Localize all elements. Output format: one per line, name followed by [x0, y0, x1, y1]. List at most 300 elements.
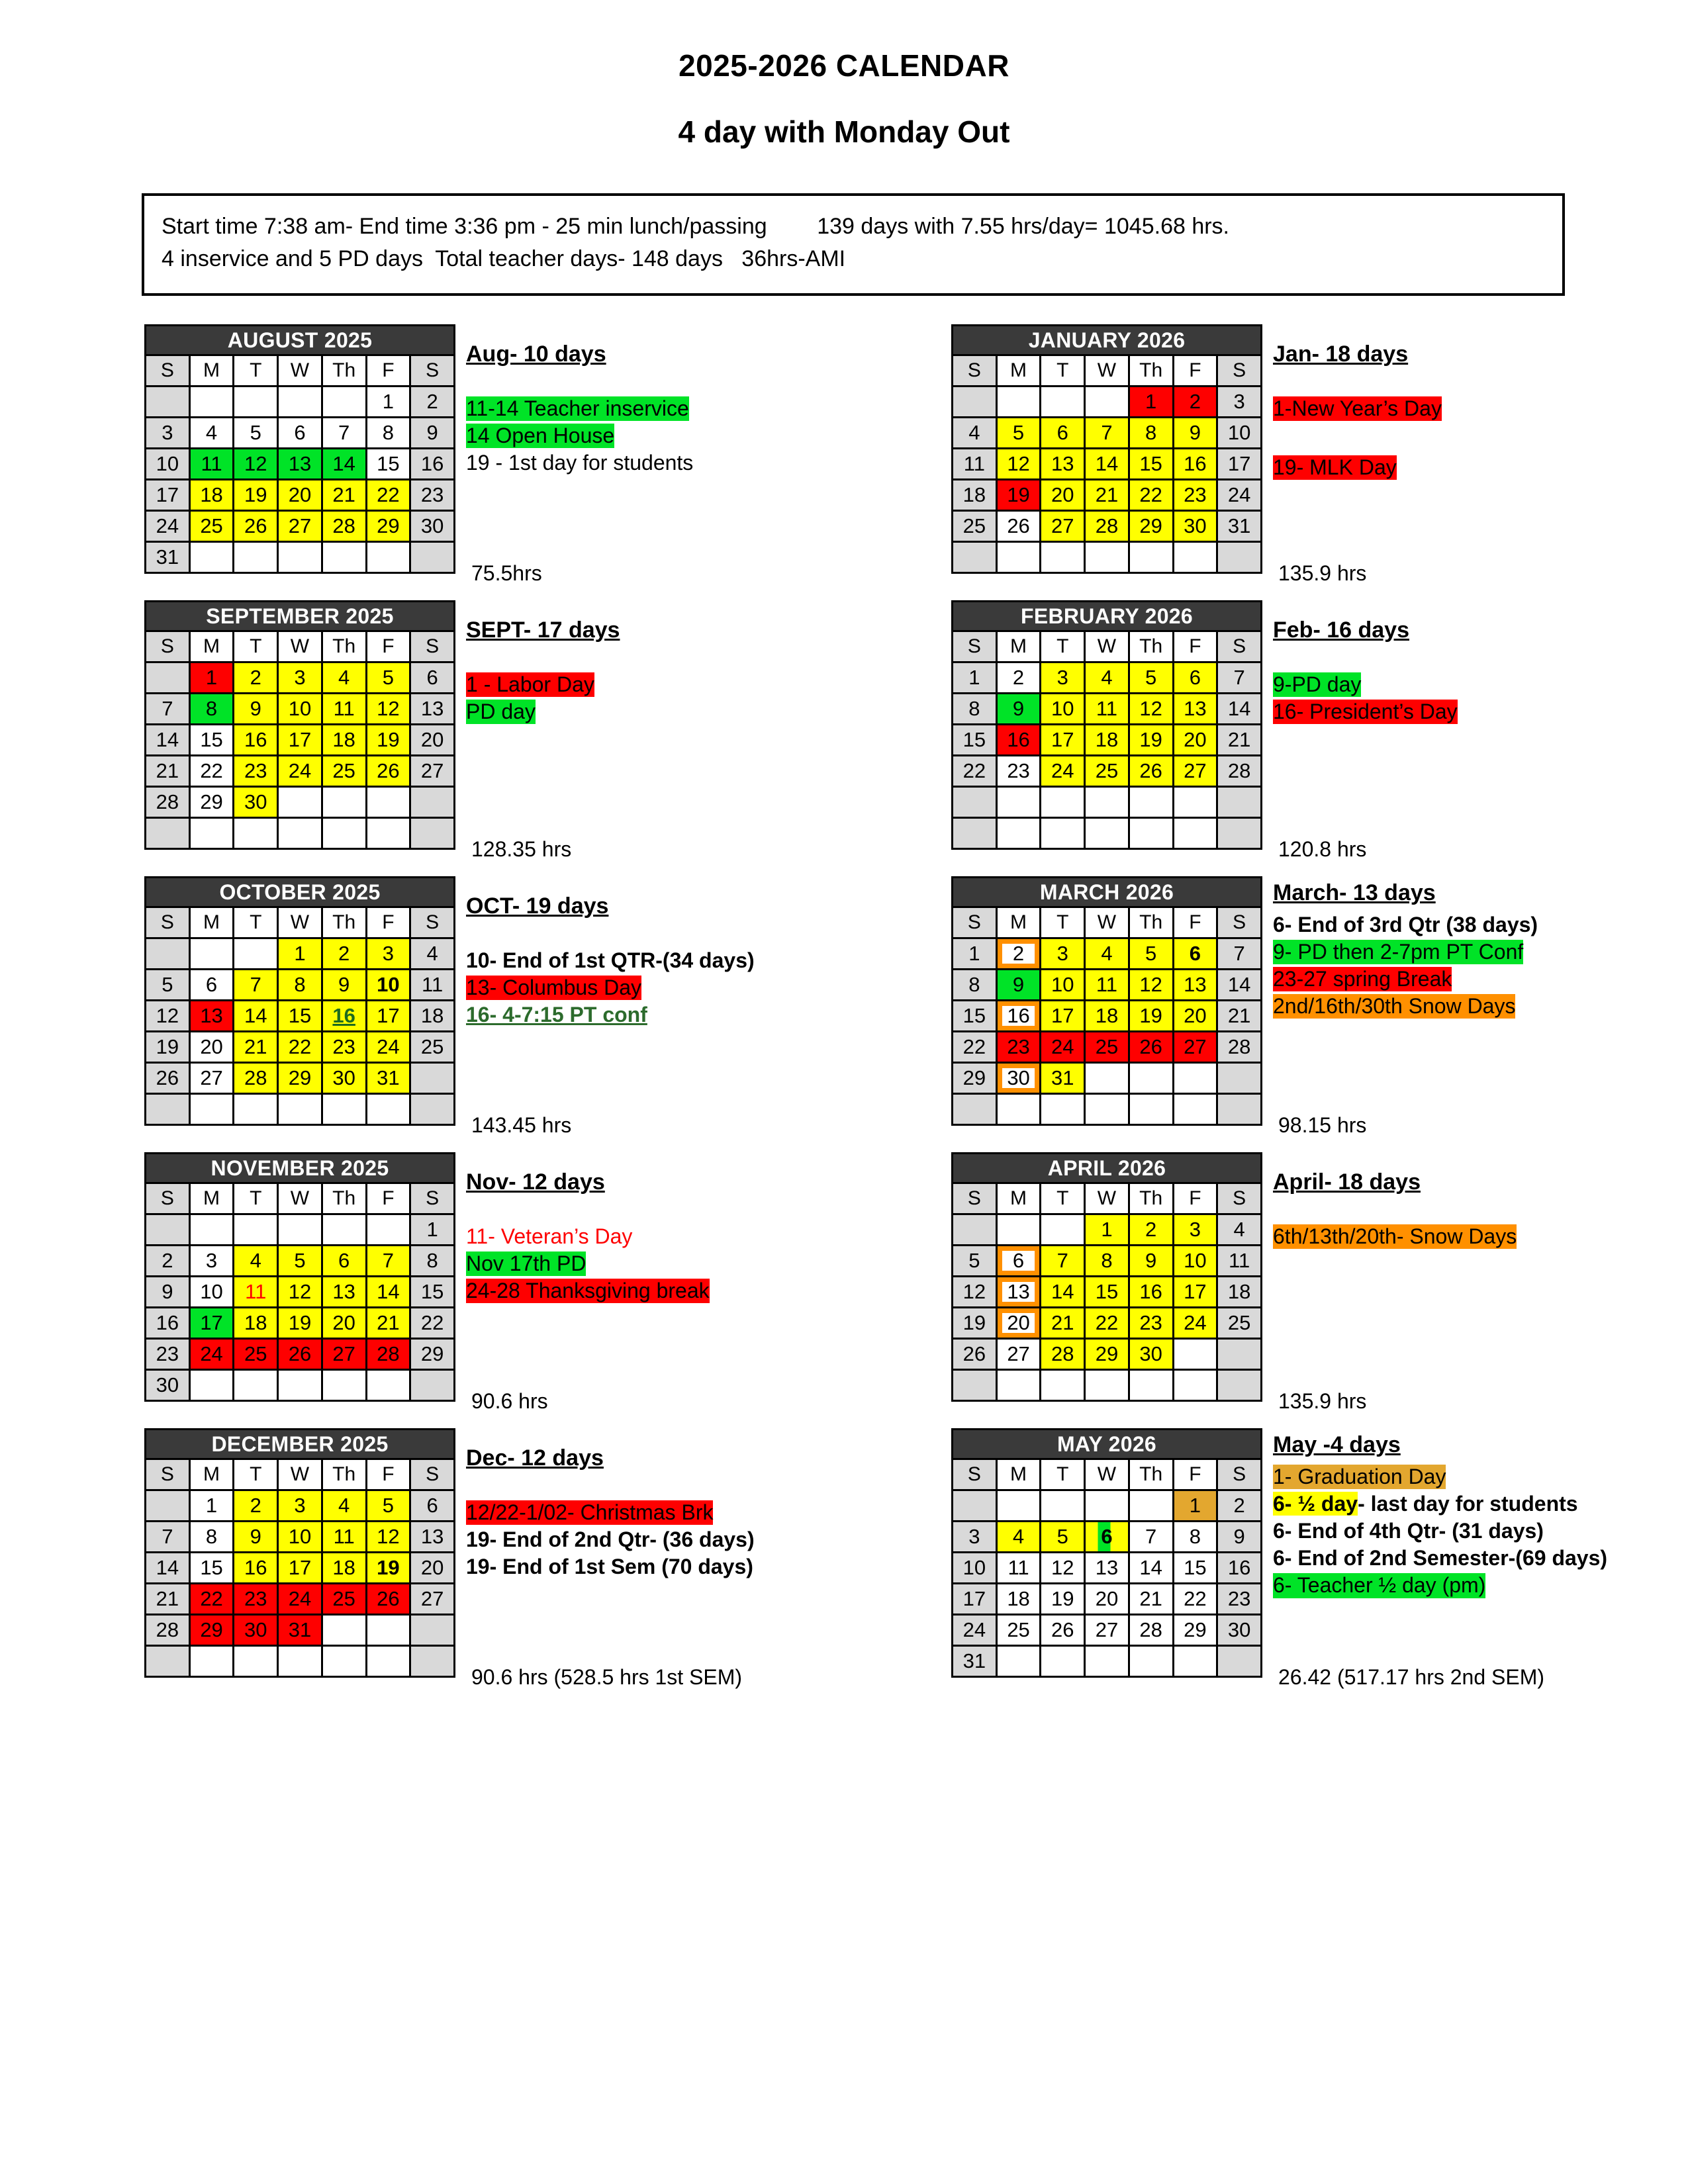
day-cell-october-23[interactable]: 23	[322, 1032, 366, 1063]
day-cell-january-25[interactable]: 25	[953, 511, 997, 542]
day-cell-october-25[interactable]: 25	[410, 1032, 455, 1063]
day-cell-february-18[interactable]: 18	[1085, 725, 1129, 756]
day-cell-december-18[interactable]: 18	[322, 1553, 366, 1584]
day-cell-february-16[interactable]: 16	[996, 725, 1041, 756]
day-cell-september-15[interactable]: 15	[189, 725, 234, 756]
day-cell-may-24[interactable]: 24	[953, 1615, 997, 1646]
day-cell-may-25[interactable]: 25	[996, 1615, 1041, 1646]
day-cell-march-20[interactable]: 20	[1173, 1001, 1217, 1032]
day-cell-august-18[interactable]: 18	[189, 480, 234, 511]
day-cell-january-10[interactable]: 10	[1217, 418, 1262, 449]
day-cell-september-12[interactable]: 12	[366, 694, 410, 725]
day-cell-august-30[interactable]: 30	[410, 511, 455, 542]
day-cell-february-19[interactable]: 19	[1129, 725, 1173, 756]
day-cell-december-14[interactable]: 14	[146, 1553, 190, 1584]
day-cell-december-13[interactable]: 13	[410, 1522, 455, 1553]
day-cell-january-9[interactable]: 9	[1173, 418, 1217, 449]
day-cell-november-8[interactable]: 8	[410, 1246, 455, 1277]
day-cell-may-10[interactable]: 10	[953, 1553, 997, 1584]
day-cell-may-17[interactable]: 17	[953, 1584, 997, 1615]
day-cell-october-29[interactable]: 29	[278, 1063, 322, 1094]
day-cell-january-18[interactable]: 18	[953, 480, 997, 511]
day-cell-october-13[interactable]: 13	[189, 1001, 234, 1032]
day-cell-september-8[interactable]: 8	[189, 694, 234, 725]
day-cell-february-27[interactable]: 27	[1173, 756, 1217, 787]
day-cell-september-19[interactable]: 19	[366, 725, 410, 756]
day-cell-december-17[interactable]: 17	[278, 1553, 322, 1584]
day-cell-october-14[interactable]: 14	[234, 1001, 278, 1032]
day-cell-april-24[interactable]: 24	[1173, 1308, 1217, 1339]
day-cell-november-15[interactable]: 15	[410, 1277, 455, 1308]
day-cell-february-10[interactable]: 10	[1041, 694, 1085, 725]
day-cell-may-23[interactable]: 23	[1217, 1584, 1262, 1615]
day-cell-august-10[interactable]: 10	[146, 449, 190, 480]
day-cell-april-22[interactable]: 22	[1085, 1308, 1129, 1339]
day-cell-february-11[interactable]: 11	[1085, 694, 1129, 725]
day-cell-april-9[interactable]: 9	[1129, 1246, 1173, 1277]
day-cell-september-14[interactable]: 14	[146, 725, 190, 756]
day-cell-december-31[interactable]: 31	[278, 1615, 322, 1646]
day-cell-september-4[interactable]: 4	[322, 662, 366, 694]
day-cell-november-1[interactable]: 1	[410, 1214, 455, 1246]
day-cell-march-14[interactable]: 14	[1217, 970, 1262, 1001]
day-cell-may-22[interactable]: 22	[1173, 1584, 1217, 1615]
day-cell-march-30[interactable]: 30	[996, 1063, 1041, 1094]
day-cell-march-31[interactable]: 31	[1041, 1063, 1085, 1094]
day-cell-october-18[interactable]: 18	[410, 1001, 455, 1032]
day-cell-march-6[interactable]: 6	[1173, 938, 1217, 970]
day-cell-january-8[interactable]: 8	[1129, 418, 1173, 449]
day-cell-august-28[interactable]: 28	[322, 511, 366, 542]
day-cell-october-12[interactable]: 12	[146, 1001, 190, 1032]
day-cell-october-26[interactable]: 26	[146, 1063, 190, 1094]
day-cell-october-1[interactable]: 1	[278, 938, 322, 970]
day-cell-april-19[interactable]: 19	[953, 1308, 997, 1339]
day-cell-march-23[interactable]: 23	[996, 1032, 1041, 1063]
day-cell-october-19[interactable]: 19	[146, 1032, 190, 1063]
day-cell-february-21[interactable]: 21	[1217, 725, 1262, 756]
day-cell-november-20[interactable]: 20	[322, 1308, 366, 1339]
day-cell-february-5[interactable]: 5	[1129, 662, 1173, 694]
day-cell-may-6[interactable]: 6	[1085, 1522, 1129, 1553]
day-cell-may-29[interactable]: 29	[1173, 1615, 1217, 1646]
day-cell-august-26[interactable]: 26	[234, 511, 278, 542]
day-cell-august-25[interactable]: 25	[189, 511, 234, 542]
day-cell-august-15[interactable]: 15	[366, 449, 410, 480]
day-cell-august-21[interactable]: 21	[322, 480, 366, 511]
day-cell-february-20[interactable]: 20	[1173, 725, 1217, 756]
day-cell-april-26[interactable]: 26	[953, 1339, 997, 1370]
day-cell-august-16[interactable]: 16	[410, 449, 455, 480]
day-cell-october-4[interactable]: 4	[410, 938, 455, 970]
day-cell-february-23[interactable]: 23	[996, 756, 1041, 787]
day-cell-november-13[interactable]: 13	[322, 1277, 366, 1308]
day-cell-january-13[interactable]: 13	[1041, 449, 1085, 480]
day-cell-may-20[interactable]: 20	[1085, 1584, 1129, 1615]
day-cell-october-28[interactable]: 28	[234, 1063, 278, 1094]
day-cell-january-2[interactable]: 2	[1173, 387, 1217, 418]
day-cell-october-15[interactable]: 15	[278, 1001, 322, 1032]
day-cell-april-1[interactable]: 1	[1085, 1214, 1129, 1246]
day-cell-february-2[interactable]: 2	[996, 662, 1041, 694]
day-cell-march-11[interactable]: 11	[1085, 970, 1129, 1001]
day-cell-november-7[interactable]: 7	[366, 1246, 410, 1277]
day-cell-august-20[interactable]: 20	[278, 480, 322, 511]
day-cell-january-19[interactable]: 19	[996, 480, 1041, 511]
day-cell-march-24[interactable]: 24	[1041, 1032, 1085, 1063]
day-cell-january-15[interactable]: 15	[1129, 449, 1173, 480]
day-cell-november-26[interactable]: 26	[278, 1339, 322, 1370]
day-cell-march-22[interactable]: 22	[953, 1032, 997, 1063]
day-cell-february-28[interactable]: 28	[1217, 756, 1262, 787]
day-cell-august-4[interactable]: 4	[189, 418, 234, 449]
day-cell-august-13[interactable]: 13	[278, 449, 322, 480]
day-cell-november-17[interactable]: 17	[189, 1308, 234, 1339]
day-cell-january-17[interactable]: 17	[1217, 449, 1262, 480]
day-cell-november-30[interactable]: 30	[146, 1370, 190, 1401]
day-cell-september-30[interactable]: 30	[234, 787, 278, 818]
day-cell-january-26[interactable]: 26	[996, 511, 1041, 542]
day-cell-august-29[interactable]: 29	[366, 511, 410, 542]
day-cell-august-31[interactable]: 31	[146, 542, 190, 573]
day-cell-august-3[interactable]: 3	[146, 418, 190, 449]
day-cell-september-27[interactable]: 27	[410, 756, 455, 787]
day-cell-february-13[interactable]: 13	[1173, 694, 1217, 725]
day-cell-january-11[interactable]: 11	[953, 449, 997, 480]
day-cell-february-8[interactable]: 8	[953, 694, 997, 725]
day-cell-march-27[interactable]: 27	[1173, 1032, 1217, 1063]
day-cell-september-3[interactable]: 3	[278, 662, 322, 694]
day-cell-august-9[interactable]: 9	[410, 418, 455, 449]
day-cell-april-4[interactable]: 4	[1217, 1214, 1262, 1246]
day-cell-september-23[interactable]: 23	[234, 756, 278, 787]
day-cell-april-20[interactable]: 20	[996, 1308, 1041, 1339]
day-cell-april-12[interactable]: 12	[953, 1277, 997, 1308]
day-cell-april-27[interactable]: 27	[996, 1339, 1041, 1370]
day-cell-january-20[interactable]: 20	[1041, 480, 1085, 511]
day-cell-march-3[interactable]: 3	[1041, 938, 1085, 970]
day-cell-december-28[interactable]: 28	[146, 1615, 190, 1646]
day-cell-december-12[interactable]: 12	[366, 1522, 410, 1553]
day-cell-january-24[interactable]: 24	[1217, 480, 1262, 511]
day-cell-april-14[interactable]: 14	[1041, 1277, 1085, 1308]
day-cell-november-28[interactable]: 28	[366, 1339, 410, 1370]
day-cell-may-9[interactable]: 9	[1217, 1522, 1262, 1553]
day-cell-may-1[interactable]: 1	[1173, 1490, 1217, 1522]
day-cell-may-28[interactable]: 28	[1129, 1615, 1173, 1646]
day-cell-october-27[interactable]: 27	[189, 1063, 234, 1094]
day-cell-september-25[interactable]: 25	[322, 756, 366, 787]
day-cell-march-13[interactable]: 13	[1173, 970, 1217, 1001]
day-cell-may-31[interactable]: 31	[953, 1646, 997, 1677]
day-cell-may-2[interactable]: 2	[1217, 1490, 1262, 1522]
day-cell-april-23[interactable]: 23	[1129, 1308, 1173, 1339]
day-cell-october-8[interactable]: 8	[278, 970, 322, 1001]
day-cell-october-16[interactable]: 16	[322, 1001, 366, 1032]
day-cell-september-1[interactable]: 1	[189, 662, 234, 694]
day-cell-march-21[interactable]: 21	[1217, 1001, 1262, 1032]
day-cell-december-22[interactable]: 22	[189, 1584, 234, 1615]
day-cell-february-15[interactable]: 15	[953, 725, 997, 756]
day-cell-april-16[interactable]: 16	[1129, 1277, 1173, 1308]
day-cell-november-22[interactable]: 22	[410, 1308, 455, 1339]
day-cell-august-27[interactable]: 27	[278, 511, 322, 542]
day-cell-december-8[interactable]: 8	[189, 1522, 234, 1553]
day-cell-march-1[interactable]: 1	[953, 938, 997, 970]
day-cell-october-6[interactable]: 6	[189, 970, 234, 1001]
day-cell-october-24[interactable]: 24	[366, 1032, 410, 1063]
day-cell-march-4[interactable]: 4	[1085, 938, 1129, 970]
day-cell-january-7[interactable]: 7	[1085, 418, 1129, 449]
day-cell-december-3[interactable]: 3	[278, 1490, 322, 1522]
day-cell-august-14[interactable]: 14	[322, 449, 366, 480]
day-cell-january-5[interactable]: 5	[996, 418, 1041, 449]
day-cell-march-16[interactable]: 16	[996, 1001, 1041, 1032]
day-cell-october-11[interactable]: 11	[410, 970, 455, 1001]
day-cell-february-3[interactable]: 3	[1041, 662, 1085, 694]
day-cell-may-4[interactable]: 4	[996, 1522, 1041, 1553]
day-cell-february-22[interactable]: 22	[953, 756, 997, 787]
day-cell-september-9[interactable]: 9	[234, 694, 278, 725]
day-cell-january-27[interactable]: 27	[1041, 511, 1085, 542]
day-cell-august-6[interactable]: 6	[278, 418, 322, 449]
day-cell-january-1[interactable]: 1	[1129, 387, 1173, 418]
day-cell-september-20[interactable]: 20	[410, 725, 455, 756]
day-cell-november-27[interactable]: 27	[322, 1339, 366, 1370]
day-cell-october-22[interactable]: 22	[278, 1032, 322, 1063]
day-cell-november-19[interactable]: 19	[278, 1308, 322, 1339]
day-cell-october-2[interactable]: 2	[322, 938, 366, 970]
day-cell-march-15[interactable]: 15	[953, 1001, 997, 1032]
day-cell-november-2[interactable]: 2	[146, 1246, 190, 1277]
day-cell-april-8[interactable]: 8	[1085, 1246, 1129, 1277]
day-cell-january-4[interactable]: 4	[953, 418, 997, 449]
day-cell-april-3[interactable]: 3	[1173, 1214, 1217, 1246]
day-cell-september-21[interactable]: 21	[146, 756, 190, 787]
day-cell-march-19[interactable]: 19	[1129, 1001, 1173, 1032]
day-cell-november-25[interactable]: 25	[234, 1339, 278, 1370]
day-cell-april-28[interactable]: 28	[1041, 1339, 1085, 1370]
day-cell-august-23[interactable]: 23	[410, 480, 455, 511]
day-cell-september-28[interactable]: 28	[146, 787, 190, 818]
day-cell-august-2[interactable]: 2	[410, 387, 455, 418]
day-cell-may-14[interactable]: 14	[1129, 1553, 1173, 1584]
day-cell-march-29[interactable]: 29	[953, 1063, 997, 1094]
day-cell-september-16[interactable]: 16	[234, 725, 278, 756]
day-cell-december-21[interactable]: 21	[146, 1584, 190, 1615]
day-cell-november-4[interactable]: 4	[234, 1246, 278, 1277]
day-cell-april-15[interactable]: 15	[1085, 1277, 1129, 1308]
day-cell-february-14[interactable]: 14	[1217, 694, 1262, 725]
day-cell-november-16[interactable]: 16	[146, 1308, 190, 1339]
day-cell-december-2[interactable]: 2	[234, 1490, 278, 1522]
day-cell-september-11[interactable]: 11	[322, 694, 366, 725]
day-cell-december-24[interactable]: 24	[278, 1584, 322, 1615]
day-cell-may-11[interactable]: 11	[996, 1553, 1041, 1584]
day-cell-january-23[interactable]: 23	[1173, 480, 1217, 511]
day-cell-september-22[interactable]: 22	[189, 756, 234, 787]
day-cell-october-21[interactable]: 21	[234, 1032, 278, 1063]
day-cell-march-8[interactable]: 8	[953, 970, 997, 1001]
day-cell-may-5[interactable]: 5	[1041, 1522, 1085, 1553]
day-cell-may-13[interactable]: 13	[1085, 1553, 1129, 1584]
day-cell-april-13[interactable]: 13	[996, 1277, 1041, 1308]
day-cell-may-18[interactable]: 18	[996, 1584, 1041, 1615]
day-cell-january-29[interactable]: 29	[1129, 511, 1173, 542]
day-cell-december-30[interactable]: 30	[234, 1615, 278, 1646]
day-cell-december-20[interactable]: 20	[410, 1553, 455, 1584]
day-cell-january-12[interactable]: 12	[996, 449, 1041, 480]
day-cell-august-11[interactable]: 11	[189, 449, 234, 480]
day-cell-november-9[interactable]: 9	[146, 1277, 190, 1308]
day-cell-december-26[interactable]: 26	[366, 1584, 410, 1615]
day-cell-october-7[interactable]: 7	[234, 970, 278, 1001]
day-cell-april-5[interactable]: 5	[953, 1246, 997, 1277]
day-cell-may-21[interactable]: 21	[1129, 1584, 1173, 1615]
day-cell-september-7[interactable]: 7	[146, 694, 190, 725]
day-cell-may-26[interactable]: 26	[1041, 1615, 1085, 1646]
day-cell-march-25[interactable]: 25	[1085, 1032, 1129, 1063]
day-cell-october-30[interactable]: 30	[322, 1063, 366, 1094]
day-cell-april-6[interactable]: 6	[996, 1246, 1041, 1277]
day-cell-october-20[interactable]: 20	[189, 1032, 234, 1063]
day-cell-december-1[interactable]: 1	[189, 1490, 234, 1522]
day-cell-march-17[interactable]: 17	[1041, 1001, 1085, 1032]
day-cell-december-9[interactable]: 9	[234, 1522, 278, 1553]
day-cell-november-11[interactable]: 11	[234, 1277, 278, 1308]
day-cell-september-10[interactable]: 10	[278, 694, 322, 725]
day-cell-may-12[interactable]: 12	[1041, 1553, 1085, 1584]
day-cell-december-7[interactable]: 7	[146, 1522, 190, 1553]
day-cell-december-4[interactable]: 4	[322, 1490, 366, 1522]
day-cell-september-6[interactable]: 6	[410, 662, 455, 694]
day-cell-may-19[interactable]: 19	[1041, 1584, 1085, 1615]
day-cell-september-2[interactable]: 2	[234, 662, 278, 694]
day-cell-november-23[interactable]: 23	[146, 1339, 190, 1370]
day-cell-october-10[interactable]: 10	[366, 970, 410, 1001]
day-cell-april-7[interactable]: 7	[1041, 1246, 1085, 1277]
day-cell-april-17[interactable]: 17	[1173, 1277, 1217, 1308]
day-cell-november-29[interactable]: 29	[410, 1339, 455, 1370]
day-cell-october-31[interactable]: 31	[366, 1063, 410, 1094]
day-cell-april-10[interactable]: 10	[1173, 1246, 1217, 1277]
day-cell-may-27[interactable]: 27	[1085, 1615, 1129, 1646]
day-cell-april-29[interactable]: 29	[1085, 1339, 1129, 1370]
day-cell-august-7[interactable]: 7	[322, 418, 366, 449]
day-cell-march-9[interactable]: 9	[996, 970, 1041, 1001]
day-cell-march-12[interactable]: 12	[1129, 970, 1173, 1001]
day-cell-january-22[interactable]: 22	[1129, 480, 1173, 511]
day-cell-august-8[interactable]: 8	[366, 418, 410, 449]
day-cell-september-13[interactable]: 13	[410, 694, 455, 725]
day-cell-november-18[interactable]: 18	[234, 1308, 278, 1339]
day-cell-may-8[interactable]: 8	[1173, 1522, 1217, 1553]
day-cell-january-21[interactable]: 21	[1085, 480, 1129, 511]
day-cell-march-26[interactable]: 26	[1129, 1032, 1173, 1063]
day-cell-february-26[interactable]: 26	[1129, 756, 1173, 787]
day-cell-january-30[interactable]: 30	[1173, 511, 1217, 542]
day-cell-august-24[interactable]: 24	[146, 511, 190, 542]
day-cell-april-30[interactable]: 30	[1129, 1339, 1173, 1370]
day-cell-january-6[interactable]: 6	[1041, 418, 1085, 449]
day-cell-august-1[interactable]: 1	[366, 387, 410, 418]
day-cell-february-4[interactable]: 4	[1085, 662, 1129, 694]
day-cell-february-12[interactable]: 12	[1129, 694, 1173, 725]
day-cell-november-10[interactable]: 10	[189, 1277, 234, 1308]
day-cell-august-17[interactable]: 17	[146, 480, 190, 511]
day-cell-april-21[interactable]: 21	[1041, 1308, 1085, 1339]
day-cell-november-5[interactable]: 5	[278, 1246, 322, 1277]
day-cell-december-5[interactable]: 5	[366, 1490, 410, 1522]
day-cell-april-2[interactable]: 2	[1129, 1214, 1173, 1246]
day-cell-may-16[interactable]: 16	[1217, 1553, 1262, 1584]
day-cell-april-18[interactable]: 18	[1217, 1277, 1262, 1308]
day-cell-march-5[interactable]: 5	[1129, 938, 1173, 970]
day-cell-november-24[interactable]: 24	[189, 1339, 234, 1370]
day-cell-february-9[interactable]: 9	[996, 694, 1041, 725]
day-cell-february-25[interactable]: 25	[1085, 756, 1129, 787]
day-cell-february-7[interactable]: 7	[1217, 662, 1262, 694]
day-cell-march-18[interactable]: 18	[1085, 1001, 1129, 1032]
day-cell-october-17[interactable]: 17	[366, 1001, 410, 1032]
day-cell-august-12[interactable]: 12	[234, 449, 278, 480]
day-cell-august-5[interactable]: 5	[234, 418, 278, 449]
day-cell-april-25[interactable]: 25	[1217, 1308, 1262, 1339]
day-cell-december-16[interactable]: 16	[234, 1553, 278, 1584]
day-cell-february-6[interactable]: 6	[1173, 662, 1217, 694]
day-cell-march-10[interactable]: 10	[1041, 970, 1085, 1001]
day-cell-january-14[interactable]: 14	[1085, 449, 1129, 480]
day-cell-may-30[interactable]: 30	[1217, 1615, 1262, 1646]
day-cell-december-25[interactable]: 25	[322, 1584, 366, 1615]
day-cell-december-10[interactable]: 10	[278, 1522, 322, 1553]
day-cell-december-15[interactable]: 15	[189, 1553, 234, 1584]
day-cell-december-11[interactable]: 11	[322, 1522, 366, 1553]
day-cell-march-28[interactable]: 28	[1217, 1032, 1262, 1063]
day-cell-may-3[interactable]: 3	[953, 1522, 997, 1553]
day-cell-december-23[interactable]: 23	[234, 1584, 278, 1615]
day-cell-january-16[interactable]: 16	[1173, 449, 1217, 480]
day-cell-february-1[interactable]: 1	[953, 662, 997, 694]
day-cell-september-26[interactable]: 26	[366, 756, 410, 787]
day-cell-december-19[interactable]: 19	[366, 1553, 410, 1584]
day-cell-november-3[interactable]: 3	[189, 1246, 234, 1277]
day-cell-march-2[interactable]: 2	[996, 938, 1041, 970]
day-cell-august-22[interactable]: 22	[366, 480, 410, 511]
day-cell-april-11[interactable]: 11	[1217, 1246, 1262, 1277]
day-cell-march-7[interactable]: 7	[1217, 938, 1262, 970]
day-cell-october-9[interactable]: 9	[322, 970, 366, 1001]
day-cell-september-18[interactable]: 18	[322, 725, 366, 756]
day-cell-october-5[interactable]: 5	[146, 970, 190, 1001]
day-cell-september-29[interactable]: 29	[189, 787, 234, 818]
day-cell-october-3[interactable]: 3	[366, 938, 410, 970]
day-cell-december-29[interactable]: 29	[189, 1615, 234, 1646]
day-cell-september-17[interactable]: 17	[278, 725, 322, 756]
day-cell-january-3[interactable]: 3	[1217, 387, 1262, 418]
day-cell-november-6[interactable]: 6	[322, 1246, 366, 1277]
day-cell-february-24[interactable]: 24	[1041, 756, 1085, 787]
day-cell-january-28[interactable]: 28	[1085, 511, 1129, 542]
day-cell-november-14[interactable]: 14	[366, 1277, 410, 1308]
day-cell-august-19[interactable]: 19	[234, 480, 278, 511]
day-cell-november-21[interactable]: 21	[366, 1308, 410, 1339]
day-cell-may-7[interactable]: 7	[1129, 1522, 1173, 1553]
day-cell-december-27[interactable]: 27	[410, 1584, 455, 1615]
day-cell-september-5[interactable]: 5	[366, 662, 410, 694]
day-cell-february-17[interactable]: 17	[1041, 725, 1085, 756]
day-cell-september-24[interactable]: 24	[278, 756, 322, 787]
